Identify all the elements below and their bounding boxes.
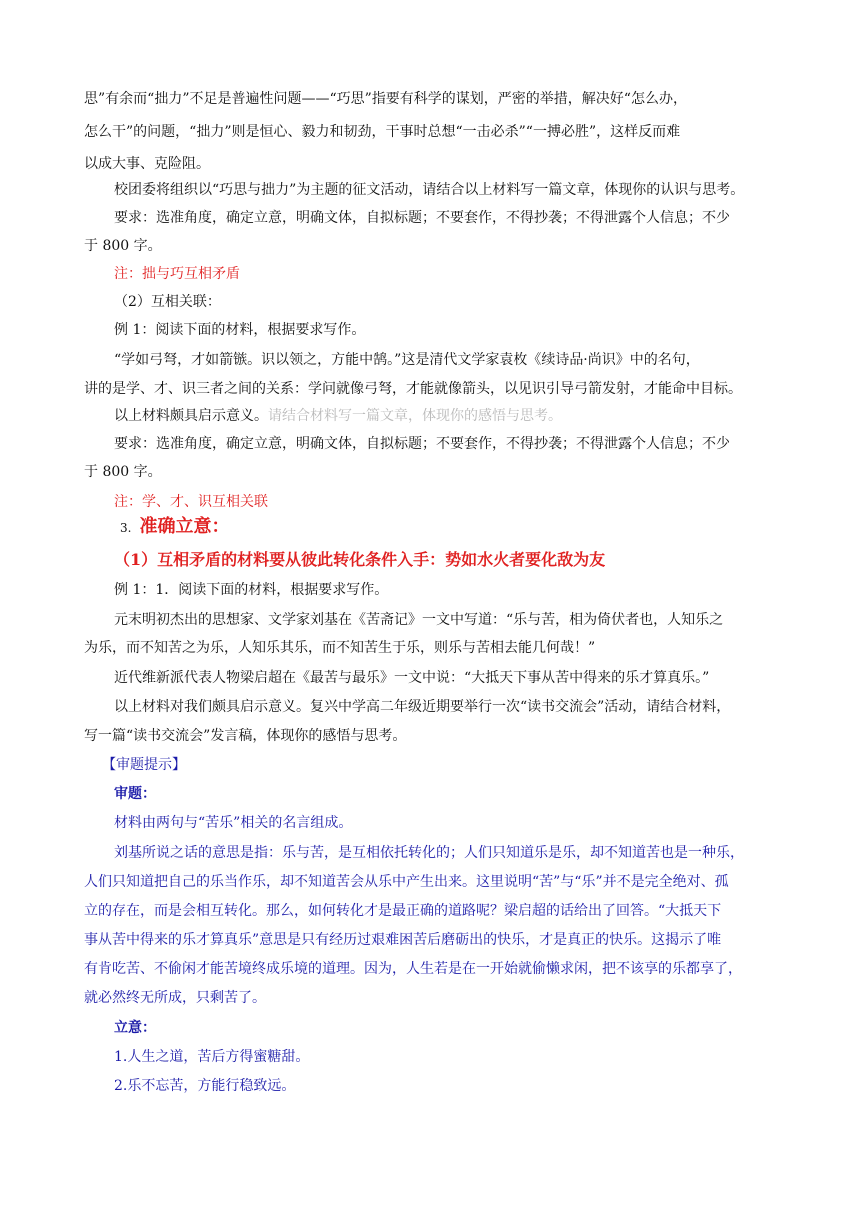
example-intro: 例 1：阅读下面的材料，根据要求写作。 xyxy=(114,322,366,338)
liyi-label: 立意： xyxy=(114,1020,156,1036)
note-red: 注：拙与巧互相矛盾 xyxy=(114,266,240,282)
paragraph-line: 思”有余而“拙力”不足是普遍性问题——“巧思”指要有科学的谋划，严密的举措，解决好“怎么办， xyxy=(84,91,687,107)
explanation-line: 人们只知道把自己的乐当作乐，却不知道苦会从乐中产生出来。这里说明“苦”与“乐”并不是完全绝对、孤 xyxy=(84,874,729,890)
explanation-line: 有肯吃苦、不偷闲才能苦境终成乐境的道理。因为，人生若是在一开始就偷懒求闲，把不该享的乐都享了， xyxy=(84,961,742,977)
paragraph-line: 以成大事、克险阻。 xyxy=(84,156,210,172)
hint-label: 【审题提示】 xyxy=(102,757,186,773)
subsection-heading: （2）互相关联： xyxy=(114,294,221,310)
requirements-line: 要求：选准角度，确定立意，明确文体，自拟标题；不要套作，不得抄袭；不得泄露个人信息；不少 xyxy=(114,436,730,452)
task-paragraph: 校团委将组织以“巧思与拙力”为主题的征文活动，请结合以上材料写一篇文章，体现你的认识与思考。 xyxy=(114,182,745,198)
subsection-title: （1）互相矛盾的材料要从彼此转化条件入手： xyxy=(114,550,446,569)
task-paragraph: 写一篇“读书交流会”发言稿，体现你的感悟与思考。 xyxy=(84,728,407,744)
requirements-line: 要求：选准角度，确定立意，明确文体，自拟标题；不要套作，不得抄袭；不得泄露个人信息；不少 xyxy=(114,210,730,226)
explanation-line: 就必然终无所成，只剩苦了。 xyxy=(84,990,266,1006)
task-paragraph xyxy=(114,406,784,426)
task-paragraph: 以上材料对我们颇具启示意义。复兴中学高二年级近期要举行一次“读书交流会”活动，请结合材料， xyxy=(114,699,731,715)
quote-line: “学如弓弩，才如箭镞。识以领之，方能中鹄。”这是清代文学家袁枚《续诗品·尚识》中的名句， xyxy=(114,352,700,368)
explanation-line: 刘基所说之话的意思是指：乐与苦，是互相依托转化的；人们只知道乐是乐，却不知道苦也是一种乐， xyxy=(114,845,744,861)
subsection-emphasis: 势如水火者要化敌为友 xyxy=(445,550,606,569)
shenti-text: 材料由两句与“苦乐”相关的名言组成。 xyxy=(114,815,353,831)
shenti-label: 审题： xyxy=(114,786,156,802)
task-text: 以上材料颇具启示意义。 xyxy=(114,408,268,424)
material-line: 近代维新派代表人物梁启超在《最苦与最乐》一文中说：“大抵天下事从苦中得来的乐才算真乐。” xyxy=(114,670,710,686)
liyi-item: 1.人生之道，苦后方得蜜糖甜。 xyxy=(114,1049,310,1065)
explanation-line: 立的存在，而是会相互转化。那么，如何转化才是最正确的道路呢？梁启超的话给出了回答。“大抵天下 xyxy=(84,903,722,919)
explanation-line: 事从苦中得来的乐才算真乐”意思是只有经历过艰难困苦后磨砺出的快乐，才是真正的快乐。这揭示了唯 xyxy=(84,932,722,948)
section-heading xyxy=(120,517,820,538)
note-red: 注：学、才、识互相关联 xyxy=(114,494,268,510)
requirements-line: 于 800 字。 xyxy=(84,238,162,254)
material-line: 为乐，而不知苦之为乐，人知乐其乐，而不知苦生于乐，则乐与苦相去能几何哉！” xyxy=(84,640,596,656)
example-intro: 例 1：1．阅读下面的材料，根据要求写作。 xyxy=(114,582,389,598)
subsection-heading xyxy=(114,550,814,570)
quote-line: 讲的是学、才、识三者之间的关系：学问就像弓弩，才能就像箭头，以见识引导弓箭发射，才能命中目标。 xyxy=(84,381,742,397)
task-text-faded: 请结合材料写一篇文章，体现你的感悟与思考。 xyxy=(268,408,562,424)
section-title: 准确立意： xyxy=(139,516,230,537)
requirements-line: 于 800 字。 xyxy=(84,464,162,480)
material-line: 元末明初杰出的思想家、文学家刘基在《苦斋记》一文中写道：“乐与苦，相为倚伏者也，人知乐之 xyxy=(114,612,724,628)
section-number: 3. xyxy=(120,521,132,535)
liyi-item: 2.乐不忘苦，方能行稳致远。 xyxy=(114,1078,296,1094)
paragraph-line: 怎么干”的问题，“拙力”则是恒心、毅力和韧劲，干事时总想“一击必杀”“一搏必胜”，这样反而难 xyxy=(84,124,681,140)
